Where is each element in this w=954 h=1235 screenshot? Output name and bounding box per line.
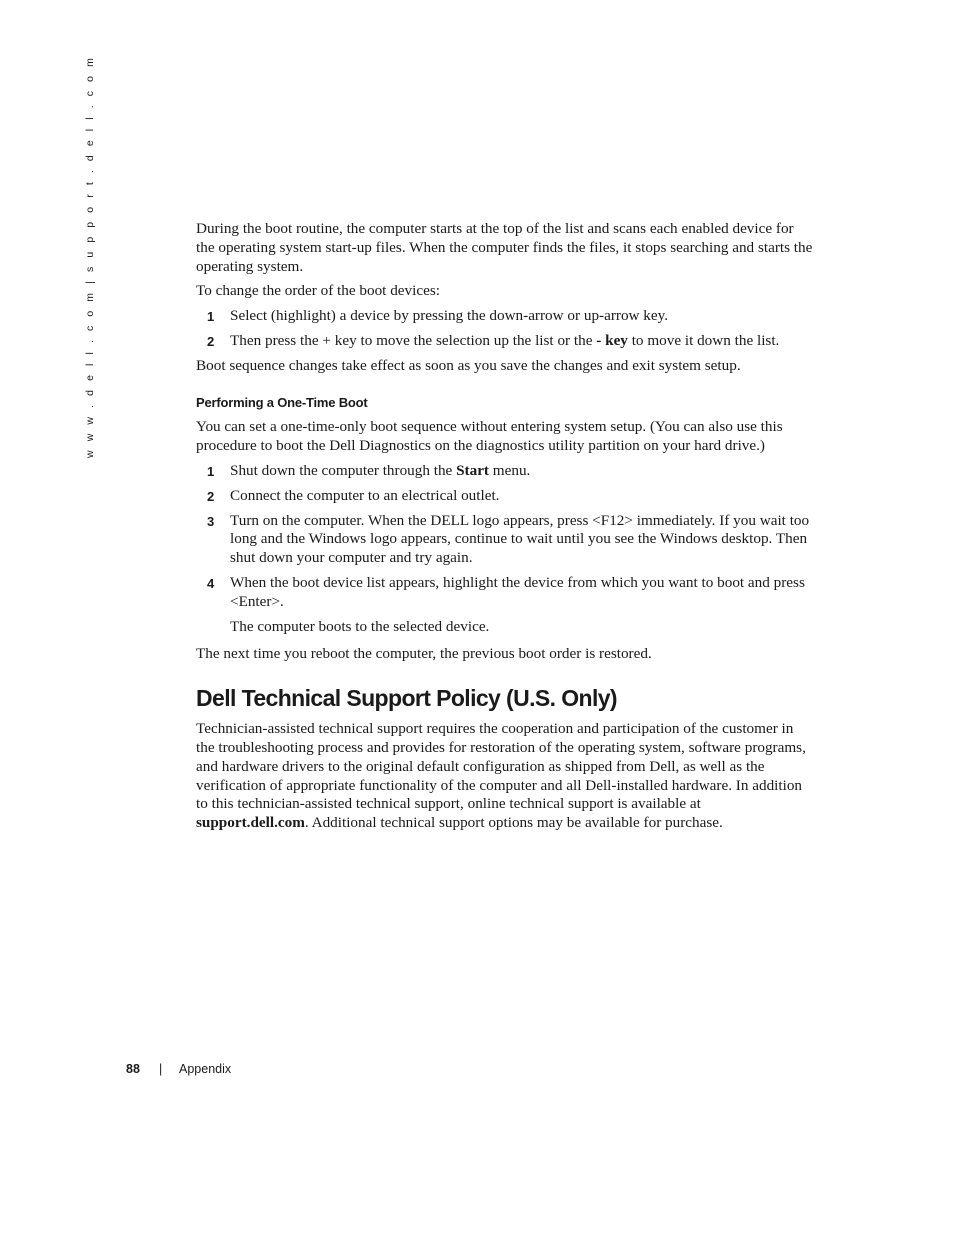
support-policy-text: Technician-assisted technical support requires the cooperation and participation of the customer in the troubleshooting process and provides for restoration of the operating system, software programs, and hardware drivers to the original default configuration as shipped from Dell, as well as the verification of appropriate functionality of the computer and all Dell-installed hardware. In addition to this technician-assisted technical support, online technical support is available at <box>196 720 806 813</box>
step-4-note: The computer boots to the selected device. <box>230 617 490 635</box>
step-text: key to move the selection up the list or the <box>330 331 597 349</box>
support-site-link[interactable]: support.dell.com <box>196 814 305 832</box>
boot-order-note: Boot sequence changes take effect as soon as you save the changes and exit system setup. <box>196 356 741 374</box>
boot-step-1 <box>196 307 814 326</box>
one-time-step-3 <box>196 512 814 568</box>
step-number: 1 <box>207 309 215 325</box>
minus-key-label: - key <box>596 331 628 349</box>
side-url-text: w w w . d e l l . c o m | s u p p o r t . d e l l . c o m <box>84 55 96 458</box>
boot-order-intro: During the boot routine, the computer starts at the top of the list and scans each enabled device for the operating system start-up files. When the computer finds the files, it stops searching and starts the operating system. <box>196 220 813 275</box>
one-time-step-1 <box>196 462 814 481</box>
one-time-step-2 <box>196 487 814 506</box>
step-text: Connect the computer to an electrical outlet. <box>230 486 500 504</box>
one-time-boot-heading: Performing a One-Time Boot <box>196 394 368 410</box>
step-text: Shut down the computer through the <box>230 461 457 479</box>
step-text: to move it down the list. <box>627 331 780 349</box>
step-number: 2 <box>207 488 215 504</box>
step-text: Turn on the computer. When the DELL logo appears, press <F12> immediately. If you wait too long and the Windows logo appears, continue to wait until you see the Windows desktop. Then shut down your computer and try again. <box>230 511 810 567</box>
step-number: 3 <box>207 513 215 529</box>
step-text: Select (highlight) a device by pressing the down-arrow or up-arrow key. <box>230 307 669 325</box>
one-time-step-4 <box>196 574 814 612</box>
step-text: When the boot device list appears, highlight the device from which you want to boot and press <Enter>. <box>230 573 805 610</box>
support-policy-text: . Additional technical support options may be available for purchase. <box>304 814 723 832</box>
step-number: 4 <box>207 575 215 591</box>
boot-order-lead: To change the order of the boot devices: <box>196 282 440 300</box>
one-time-boot-closing: The next time you reboot the computer, the previous boot order is restored. <box>196 645 652 663</box>
step-text: menu. <box>489 461 531 479</box>
step-text: Then press the <box>230 331 323 349</box>
boot-step-2 <box>196 332 814 351</box>
one-time-boot-intro: You can set a one-time-only boot sequence without entering system setup. (You can also use this procedure to boot the Dell Diagnostics on the diagnostics utility partition on your hard drive.) <box>196 418 783 455</box>
footer-separator: | <box>159 1062 163 1076</box>
step-number: 1 <box>207 463 215 479</box>
plus-key-label: + <box>322 331 331 349</box>
page-number: 88 <box>126 1062 140 1076</box>
support-policy-body <box>196 720 814 833</box>
page-content <box>196 220 814 839</box>
start-menu-term: Start <box>456 461 489 479</box>
step-number: 2 <box>207 333 215 349</box>
footer-section-title: Appendix <box>179 1062 232 1076</box>
support-policy-heading: Dell Technical Support Policy (U.S. Only) <box>196 685 617 712</box>
